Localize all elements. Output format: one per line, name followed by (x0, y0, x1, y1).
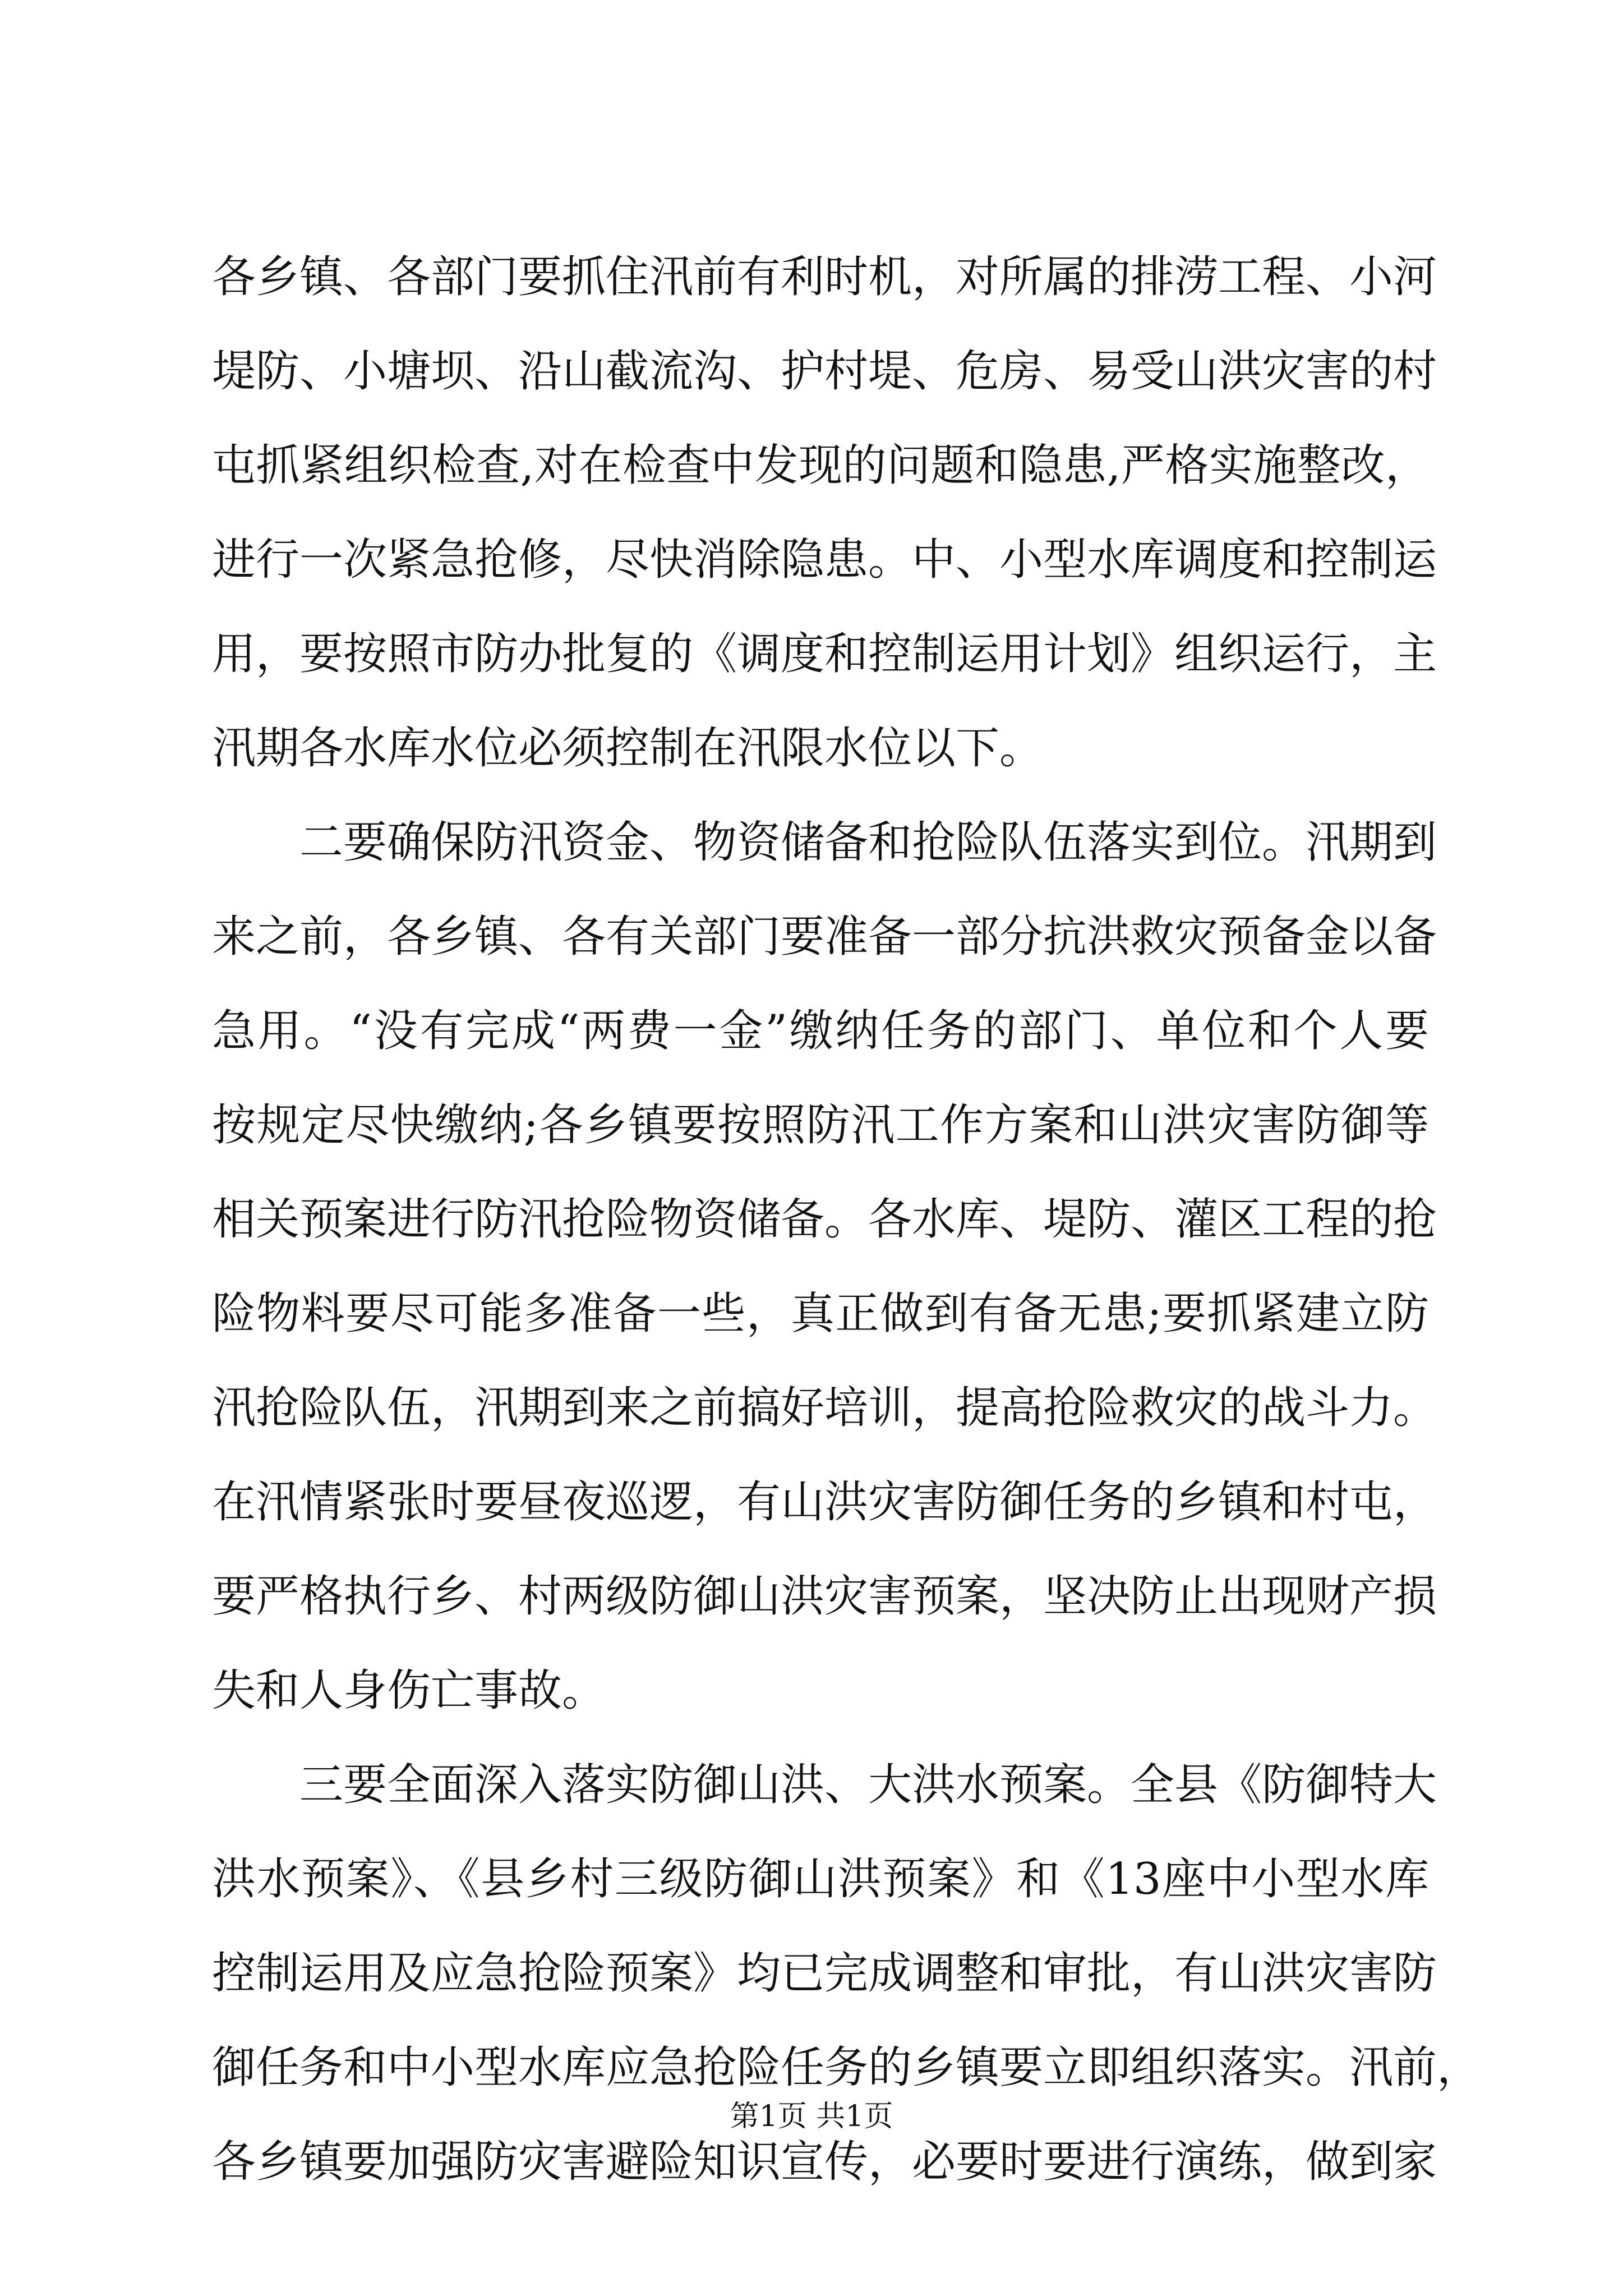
paragraph-3-line-2: 洪水预案》、《县乡村三级防御山洪预案》和《13座中小型水库 (212, 1854, 1429, 1904)
paragraph-2-line-2: 来之前，各乡镇、各有关部门要准备一部分抗洪救灾预备金以备 (212, 912, 1437, 962)
paragraph-2-line-6: 险物料要尽可能多准备一些，真正做到有备无患;要抓紧建立防 (212, 1289, 1429, 1339)
paragraph-1-line-5: 用，要按照市防办批复的《调度和控制运用计划》组织运行，主 (212, 629, 1437, 679)
paragraph-2-line-8: 在汛情紧张时要昼夜巡逻，有山洪灾害防御任务的乡镇和村屯， (212, 1477, 1437, 1527)
paragraph-2-line-5: 相关预案进行防汛抢险物资储备。各水库、堤防、灌区工程的抢 (212, 1194, 1437, 1245)
paragraph-1-line-4: 进行一次紧急抢修，尽快消除隐患。中、小型水库调度和控制运 (212, 535, 1437, 585)
paragraph-2-line-7: 汛抢险队伍，汛期到来之前搞好培训，提高抢险救灾的战斗力。 (212, 1383, 1437, 1433)
paragraph-1-line-2: 堤防、小塘坝、沿山截流沟、护村堤、危房、易受山洪灾害的村 (212, 346, 1437, 397)
paragraph-2-line-1: 二要确保防汛资金、物资储备和抢险队伍落实到位。汛期到 (299, 817, 1437, 868)
paragraph-3-line-3: 控制运用及应急抢险预案》均已完成调整和审批，有山洪灾害防 (212, 1948, 1437, 1999)
paragraph-3-line-1: 三要全面深入落实防御山洪、大洪水预案。全县《防御特大 (299, 1760, 1437, 1810)
paragraph-2-line-3: 急用。“没有完成“两费一金”缴纳任务的部门、单位和个人要 (212, 1006, 1429, 1056)
document-body (212, 230, 1481, 2209)
paragraph-2-line-4: 按规定尽快缴纳;各乡镇要按照防汛工作方案和山洪灾害防御等 (212, 1100, 1429, 1151)
paragraph-2-line-9: 要严格执行乡、村两级防御山洪灾害预案，坚决防止出现财产损 (212, 1571, 1437, 1622)
paragraph-1-line-1: 各乡镇、各部门要抓住汛前有利时机，对所属的排涝工程、小河 (212, 252, 1437, 302)
paragraph-2-line-10: 失和人身伤亡事故。 (212, 1665, 606, 1716)
page-number-footer: 第1页 共1页 (730, 2100, 893, 2133)
paragraph-3-line-5: 各乡镇要加强防灾害避险知识宣传，必要时要进行演练，做到家 (212, 2137, 1437, 2187)
paragraph-1-line-6: 汛期各水库水位必须控制在汛限水位以下。 (212, 723, 1044, 774)
paragraph-1-line-3: 屯抓紧组织检查,对在检查中发现的问题和隐患,严格实施整改， (212, 440, 1429, 491)
paragraph-3-line-4: 御任务和中小型水库应急抢险任务的乡镇要立即组织落实。汛前， (212, 2042, 1481, 2093)
